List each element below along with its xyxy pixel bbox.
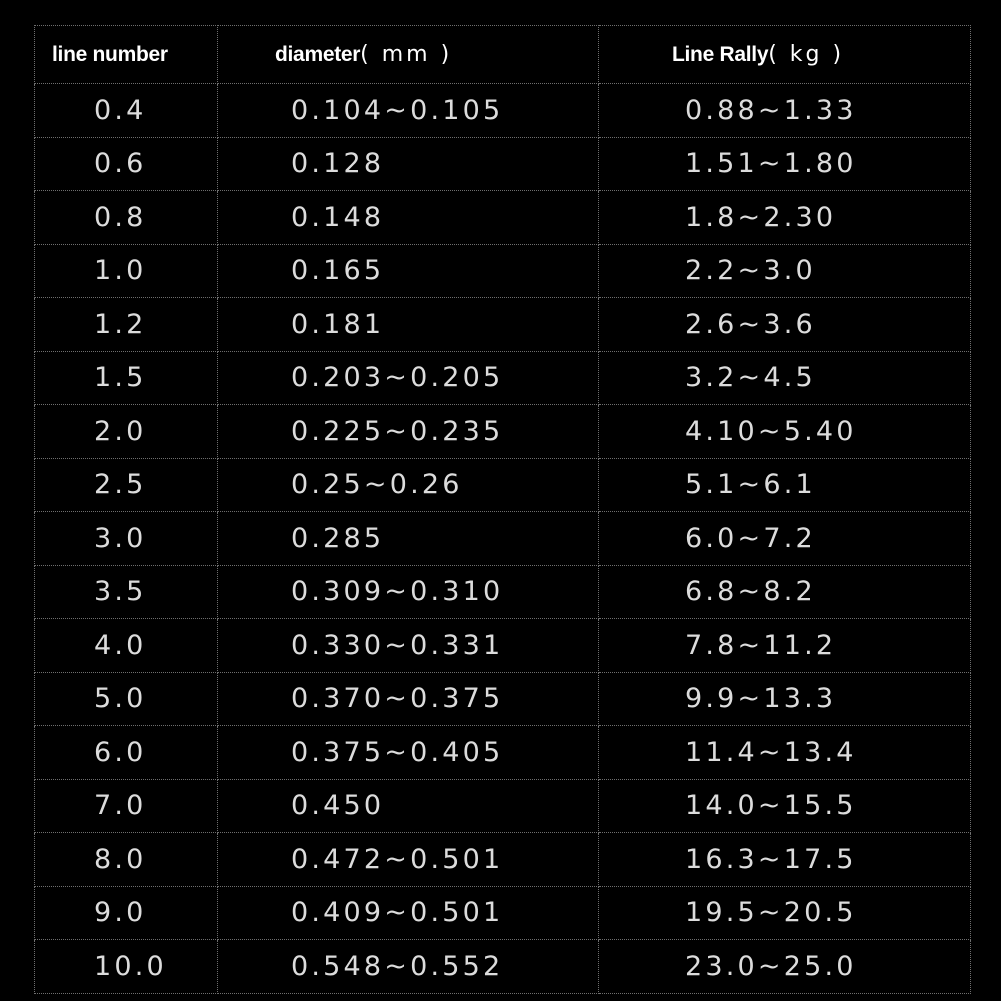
header-line-number (35, 26, 218, 84)
cell-line-rally: 19.5~20.5 (599, 886, 971, 940)
cell-line-rally: 23.0~25.0 (599, 940, 971, 994)
cell-diameter: 0.548~0.552 (218, 940, 599, 994)
cell-line-number: 1.0 (35, 244, 218, 298)
cell-line-rally: 2.6~3.6 (599, 298, 971, 352)
cell-line-number: 2.5 (35, 458, 218, 512)
cell-line-number: 10.0 (35, 940, 218, 994)
cell-diameter: 0.181 (218, 298, 599, 352)
cell-line-rally: 7.8~11.2 (599, 619, 971, 673)
table-row (35, 672, 971, 726)
table-row (35, 833, 971, 887)
table-row (35, 351, 971, 405)
table-row (35, 565, 971, 619)
header-diameter (218, 26, 599, 84)
cell-line-number: 3.5 (35, 565, 218, 619)
table-row (35, 726, 971, 780)
cell-diameter: 0.25~0.26 (218, 458, 599, 512)
cell-diameter: 0.330~0.331 (218, 619, 599, 673)
cell-line-rally: 16.3~17.5 (599, 833, 971, 887)
table-row (35, 886, 971, 940)
cell-line-rally: 2.2~3.0 (599, 244, 971, 298)
cell-line-number: 8.0 (35, 833, 218, 887)
header-diameter-label: diameter (275, 43, 361, 66)
cell-line-rally: 9.9~13.3 (599, 672, 971, 726)
table-row (35, 191, 971, 245)
cell-diameter: 0.104~0.105 (218, 84, 599, 138)
table-row (35, 512, 971, 566)
cell-line-number: 0.4 (35, 84, 218, 138)
header-line-number-label: line number (52, 42, 168, 66)
cell-line-number: 0.6 (35, 137, 218, 191)
header-line-rally-label: Line Rally (672, 43, 769, 66)
cell-line-rally: 1.51~1.80 (599, 137, 971, 191)
cell-diameter: 0.472~0.501 (218, 833, 599, 887)
cell-line-rally: 11.4~13.4 (599, 726, 971, 780)
cell-diameter: 0.375~0.405 (218, 726, 599, 780)
table-row (35, 298, 971, 352)
cell-line-rally: 6.0~7.2 (599, 512, 971, 566)
cell-line-rally: 4.10~5.40 (599, 405, 971, 459)
cell-line-number: 7.0 (35, 779, 218, 833)
cell-line-rally: 1.8~2.30 (599, 191, 971, 245)
table-row (35, 619, 971, 673)
cell-diameter: 0.450 (218, 779, 599, 833)
table-row (35, 84, 971, 138)
cell-line-number: 2.0 (35, 405, 218, 459)
table-row (35, 779, 971, 833)
cell-line-number: 4.0 (35, 619, 218, 673)
cell-line-number: 3.0 (35, 512, 218, 566)
cell-line-rally: 5.1~6.1 (599, 458, 971, 512)
cell-diameter: 0.128 (218, 137, 599, 191)
cell-diameter: 0.285 (218, 512, 599, 566)
table-row (35, 244, 971, 298)
table-row (35, 405, 971, 459)
cell-line-number: 1.2 (35, 298, 218, 352)
cell-diameter: 0.370~0.375 (218, 672, 599, 726)
header-row (35, 26, 971, 84)
cell-line-number: 9.0 (35, 886, 218, 940)
cell-line-number: 5.0 (35, 672, 218, 726)
cell-line-number: 0.8 (35, 191, 218, 245)
table-row (35, 940, 971, 994)
cell-line-rally: 14.0~15.5 (599, 779, 971, 833)
cell-line-number: 1.5 (35, 351, 218, 405)
header-line-rally (599, 26, 971, 84)
cell-diameter: 0.203~0.205 (218, 351, 599, 405)
cell-line-rally: 6.8~8.2 (599, 565, 971, 619)
cell-line-number: 6.0 (35, 726, 218, 780)
cell-line-rally: 0.88~1.33 (599, 84, 971, 138)
cell-line-rally: 3.2~4.5 (599, 351, 971, 405)
header-line-rally-unit: ( kg ) (768, 42, 845, 67)
table-row (35, 137, 971, 191)
cell-diameter: 0.225~0.235 (218, 405, 599, 459)
cell-diameter: 0.309~0.310 (218, 565, 599, 619)
header-diameter-unit: ( mm ) (360, 42, 453, 67)
line-spec-table (34, 25, 971, 994)
cell-diameter: 0.409~0.501 (218, 886, 599, 940)
cell-diameter: 0.148 (218, 191, 599, 245)
table-row (35, 458, 971, 512)
cell-diameter: 0.165 (218, 244, 599, 298)
